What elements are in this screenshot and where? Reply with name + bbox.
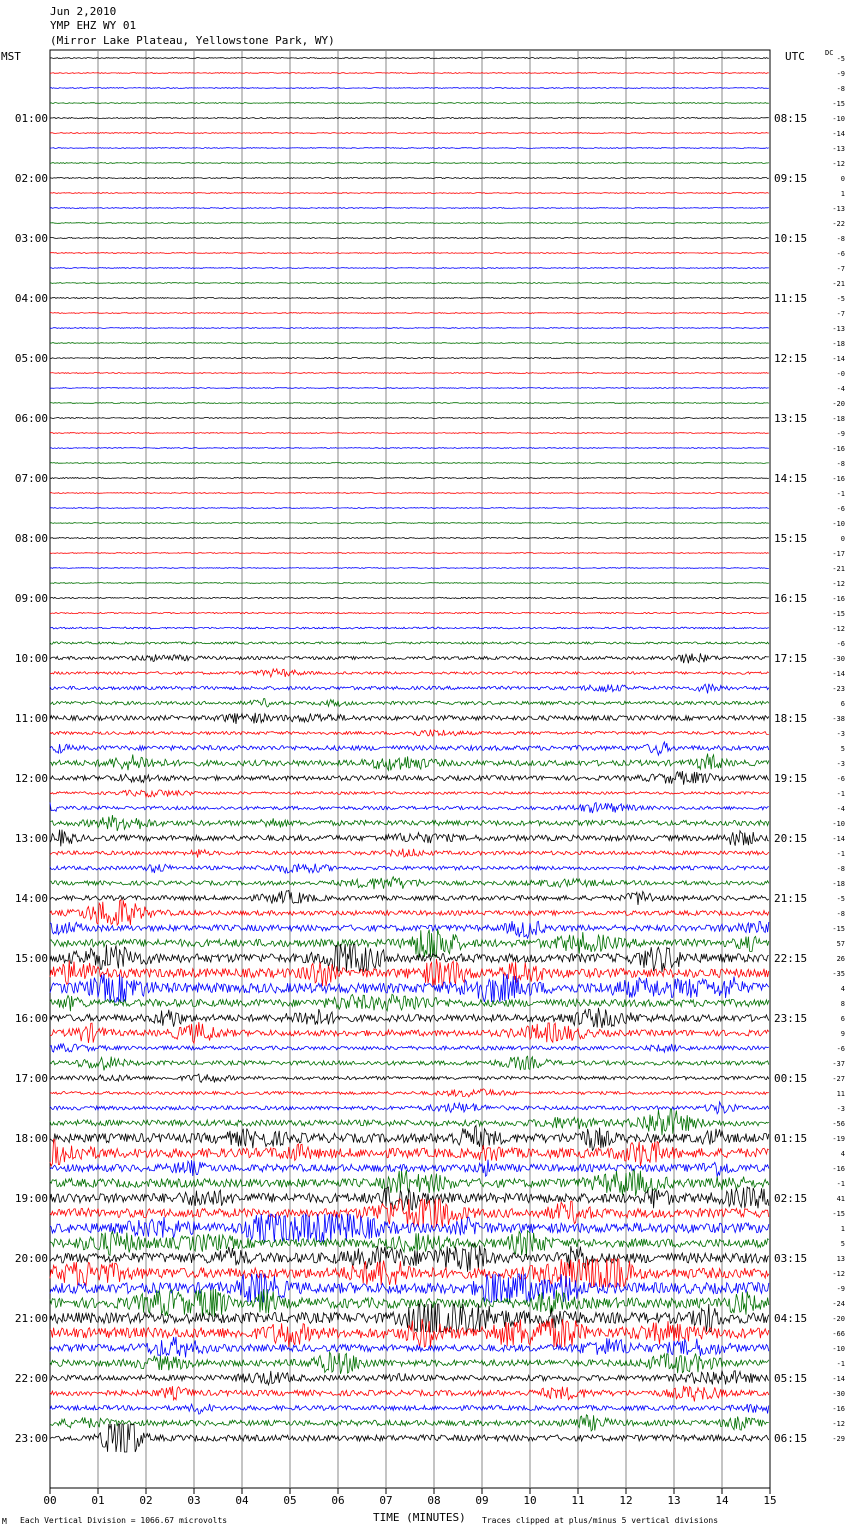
dc-offset-label: -19 — [832, 1135, 845, 1143]
mst-hour-label: 13:00 — [14, 832, 48, 845]
seismic-trace — [50, 283, 769, 284]
utc-hour-label: 16:15 — [774, 592, 808, 605]
utc-hour-label: 00:15 — [774, 1072, 808, 1085]
dc-offset-label: -30 — [832, 1390, 845, 1398]
dc-offset-label: -12 — [832, 625, 845, 633]
seismic-trace — [50, 538, 769, 539]
dc-offset-label: -15 — [832, 610, 845, 618]
dc-offset-label: -5 — [836, 55, 845, 63]
dc-offset-label: -1 — [836, 850, 845, 858]
seismic-trace — [50, 148, 769, 149]
header-station: YMP EHZ WY 01 — [50, 19, 137, 32]
seismic-trace — [50, 815, 769, 831]
utc-hour-label: 08:15 — [774, 112, 808, 125]
dc-offset-label: -18 — [832, 415, 845, 423]
seismic-trace — [50, 1044, 769, 1053]
seismic-trace — [50, 642, 769, 644]
x-tick-label: 00 — [43, 1494, 57, 1507]
dc-offset-label: -15 — [832, 100, 845, 108]
seismic-trace — [50, 1022, 769, 1043]
dc-offset-label: -3 — [836, 760, 845, 768]
mst-hour-label: 09:00 — [14, 592, 48, 605]
utc-hour-label: 01:15 — [774, 1132, 808, 1145]
mst-hour-label: 21:00 — [14, 1312, 48, 1325]
dc-offset-label: -15 — [832, 925, 845, 933]
seismic-trace — [50, 900, 769, 925]
seismic-trace — [50, 994, 769, 1011]
seismic-trace — [50, 921, 769, 938]
dc-offset-label: -10 — [832, 820, 845, 828]
dc-offset-label: -12 — [832, 1420, 845, 1428]
seismic-trace — [50, 1160, 769, 1177]
utc-hour-label: 20:15 — [774, 832, 808, 845]
dc-offset-label: -7 — [836, 310, 845, 318]
dc-offset-label: -1 — [836, 1360, 845, 1368]
dc-offset-label: -17 — [832, 550, 845, 558]
dc-offset-label: -6 — [836, 250, 845, 258]
mst-hour-label: 04:00 — [14, 292, 48, 305]
dc-offset-label: -14 — [832, 355, 845, 363]
seismic-trace — [50, 974, 769, 1002]
seismic-trace — [50, 653, 769, 663]
seismic-trace — [50, 1008, 769, 1028]
seismic-trace — [50, 253, 769, 254]
dc-offset-label: 5 — [840, 1240, 845, 1248]
x-tick-label: 02 — [139, 1494, 153, 1507]
mst-hour-label: 07:00 — [14, 472, 48, 485]
dc-offset-label: -6 — [836, 640, 845, 648]
footer-mark: M — [2, 1517, 7, 1526]
seismic-trace — [50, 877, 769, 890]
dc-offset-label: 4 — [840, 985, 845, 993]
dc-offset-label: 1 — [840, 190, 845, 198]
seismic-trace — [50, 771, 769, 785]
seismic-trace — [50, 1415, 769, 1431]
dc-offset-label: -18 — [832, 340, 845, 348]
dc-offset-label: -7 — [836, 265, 845, 273]
x-tick-label: 12 — [619, 1494, 633, 1507]
seismic-trace — [50, 583, 769, 584]
seismic-trace — [50, 790, 769, 797]
dc-offset-label: 1 — [840, 1225, 845, 1233]
seismic-trace — [50, 1125, 769, 1150]
seismic-trace — [50, 1102, 769, 1114]
mst-hour-label: 12:00 — [14, 772, 48, 785]
dc-offset-label: -9 — [836, 430, 845, 438]
dc-offset-label: 41 — [836, 1195, 845, 1203]
seismic-trace — [50, 1170, 769, 1197]
dc-offset-label: -13 — [832, 145, 845, 153]
seismic-trace — [50, 699, 769, 707]
seismic-trace — [50, 742, 769, 755]
seismic-trace — [50, 849, 769, 858]
seismic-trace — [50, 448, 769, 449]
seismic-trace — [50, 433, 769, 434]
dc-label: DC — [825, 49, 834, 57]
seismic-trace — [50, 133, 769, 134]
x-axis-label: TIME (MINUTES) — [373, 1511, 466, 1524]
dc-offset-label: -8 — [836, 865, 845, 873]
dc-offset-label: -14 — [832, 670, 845, 678]
utc-hour-label: 04:15 — [774, 1312, 808, 1325]
dc-offset-label: 5 — [840, 745, 845, 753]
header-date: Jun 2,2010 — [50, 5, 117, 18]
dc-offset-label: -56 — [832, 1120, 845, 1128]
seismic-trace — [50, 343, 769, 344]
seismic-trace — [50, 418, 769, 419]
dc-offset-label: -6 — [836, 775, 845, 783]
seismic-trace — [50, 754, 769, 771]
x-tick-label: 07 — [379, 1494, 393, 1507]
seismic-trace — [50, 929, 769, 957]
dc-offset-label: -14 — [832, 1375, 845, 1383]
seismic-trace — [50, 864, 769, 873]
dc-offset-label: -9 — [836, 1285, 845, 1293]
x-tick-label: 04 — [235, 1494, 249, 1507]
seismic-trace — [50, 1231, 769, 1257]
utc-hour-label: 09:15 — [774, 172, 808, 185]
x-tick-label: 01 — [91, 1494, 105, 1507]
dc-offset-label: -10 — [832, 520, 845, 528]
dc-offset-label: -12 — [832, 580, 845, 588]
dc-offset-label: -14 — [832, 835, 845, 843]
utc-hour-label: 18:15 — [774, 712, 808, 725]
dc-offset-label: -20 — [832, 1315, 845, 1323]
seismic-trace — [50, 373, 769, 374]
dc-offset-label: 6 — [840, 700, 845, 708]
dc-offset-label: -8 — [836, 85, 845, 93]
seismic-trace — [50, 328, 769, 329]
x-tick-label: 13 — [667, 1494, 681, 1507]
mst-hour-label: 11:00 — [14, 712, 48, 725]
seismic-trace — [50, 627, 769, 629]
dc-offset-label: -0 — [836, 370, 845, 378]
seismic-trace — [50, 463, 769, 464]
dc-offset-label: -3 — [836, 1105, 845, 1113]
seismic-trace — [50, 118, 769, 119]
mst-hour-label: 20:00 — [14, 1252, 48, 1265]
mst-hour-label: 17:00 — [14, 1072, 48, 1085]
dc-offset-label: -13 — [832, 205, 845, 213]
mst-hour-label: 18:00 — [14, 1132, 48, 1145]
seismic-trace — [50, 612, 769, 613]
dc-offset-label: -66 — [832, 1330, 845, 1338]
dc-offset-label: -16 — [832, 1405, 845, 1413]
dc-offset-label: 4 — [840, 1150, 845, 1158]
dc-offset-label: -35 — [832, 970, 845, 978]
utc-hour-label: 02:15 — [774, 1192, 808, 1205]
seismic-trace — [50, 1139, 769, 1166]
seismic-trace — [50, 568, 769, 569]
dc-offset-label: -13 — [832, 325, 845, 333]
dc-offset-label: 11 — [836, 1090, 845, 1098]
seismic-trace — [50, 1074, 769, 1082]
x-tick-label: 10 — [523, 1494, 537, 1507]
dc-offset-label: -8 — [836, 910, 845, 918]
seismic-trace — [50, 684, 769, 694]
seismic-trace — [50, 1424, 769, 1452]
dc-offset-label: 26 — [836, 955, 845, 963]
dc-offset-label: 0 — [840, 175, 845, 183]
seismic-trace — [50, 730, 769, 736]
seismic-trace — [50, 1109, 769, 1135]
clip-note: Traces clipped at plus/minus 5 vertical divisions — [482, 1516, 719, 1525]
x-tick-label: 05 — [283, 1494, 297, 1507]
mst-axis-label: MST — [1, 50, 21, 63]
dc-offset-label: -4 — [836, 385, 845, 393]
seismic-trace — [50, 208, 769, 209]
dc-offset-label: -20 — [832, 400, 845, 408]
dc-offset-label: -5 — [836, 295, 845, 303]
utc-hour-label: 11:15 — [774, 292, 808, 305]
seismic-trace — [50, 1056, 769, 1070]
seismic-trace — [50, 523, 769, 524]
mst-hour-label: 01:00 — [14, 112, 48, 125]
dc-offset-label: -37 — [832, 1060, 845, 1068]
seismic-trace — [50, 890, 769, 905]
dc-offset-label: -30 — [832, 655, 845, 663]
utc-hour-label: 03:15 — [774, 1252, 808, 1265]
utc-hour-label: 13:15 — [774, 412, 808, 425]
x-tick-label: 06 — [331, 1494, 345, 1507]
seismic-trace — [50, 1304, 769, 1332]
seismic-trace — [50, 478, 769, 479]
dc-offset-label: -4 — [836, 805, 845, 813]
dc-offset-label: -10 — [832, 1345, 845, 1353]
seismic-trace — [50, 358, 769, 359]
dc-offset-label: -1 — [836, 790, 845, 798]
utc-hour-label: 17:15 — [774, 652, 808, 665]
mst-hour-label: 10:00 — [14, 652, 48, 665]
dc-offset-label: -10 — [832, 115, 845, 123]
seismic-trace — [50, 1371, 769, 1385]
mst-hour-label: 03:00 — [14, 232, 48, 245]
x-tick-label: 09 — [475, 1494, 489, 1507]
seismic-trace — [50, 103, 769, 104]
x-tick-label: 03 — [187, 1494, 201, 1507]
seismic-trace — [50, 1404, 769, 1414]
dc-offset-label: -1 — [836, 1180, 845, 1188]
seismic-trace — [50, 1214, 769, 1242]
dc-offset-label: -16 — [832, 445, 845, 453]
dc-offset-label: -18 — [832, 880, 845, 888]
utc-hour-label: 14:15 — [774, 472, 808, 485]
mst-hour-label: 19:00 — [14, 1192, 48, 1205]
utc-hour-label: 21:15 — [774, 892, 808, 905]
dc-offset-label: -29 — [832, 1435, 845, 1443]
utc-hour-label: 22:15 — [774, 952, 808, 965]
seismic-trace — [50, 1337, 769, 1358]
dc-offset-label: -14 — [832, 130, 845, 138]
utc-hour-label: 10:15 — [774, 232, 808, 245]
seismic-trace — [50, 669, 769, 677]
utc-hour-label: 05:15 — [774, 1372, 808, 1385]
utc-hour-label: 06:15 — [774, 1432, 808, 1445]
dc-offset-label: -16 — [832, 595, 845, 603]
dc-offset-label: -16 — [832, 1165, 845, 1173]
dc-offset-label: 57 — [836, 940, 845, 948]
dc-offset-label: -3 — [836, 730, 845, 738]
seismic-trace — [50, 493, 769, 494]
seismic-trace — [50, 944, 769, 972]
dc-offset-label: -6 — [836, 1045, 845, 1053]
dc-offset-label: -8 — [836, 235, 845, 243]
seismic-trace — [50, 313, 769, 314]
seismic-trace — [50, 830, 769, 847]
seismic-trace — [50, 597, 769, 598]
dc-offset-label: -21 — [832, 280, 845, 288]
utc-hour-label: 19:15 — [774, 772, 808, 785]
x-tick-label: 14 — [715, 1494, 729, 1507]
seismic-trace — [50, 88, 769, 89]
utc-axis-label: UTC — [785, 50, 805, 63]
seismic-trace — [50, 238, 769, 239]
dc-offset-label: -21 — [832, 565, 845, 573]
seismic-trace — [50, 1386, 769, 1402]
dc-offset-label: -38 — [832, 715, 845, 723]
dc-offset-label: 0 — [840, 535, 845, 543]
mst-hour-label: 14:00 — [14, 892, 48, 905]
seismic-trace — [50, 223, 769, 224]
dc-offset-label: -24 — [832, 1300, 845, 1308]
seismic-trace — [50, 58, 769, 59]
seismic-trace — [50, 163, 769, 164]
utc-hour-label: 15:15 — [774, 532, 808, 545]
utc-hour-label: 23:15 — [774, 1012, 808, 1025]
seismic-trace — [50, 803, 769, 814]
dc-offset-label: -12 — [832, 1270, 845, 1278]
plot-frame — [50, 50, 770, 1488]
seismic-trace — [50, 508, 769, 509]
dc-offset-label: -1 — [836, 490, 845, 498]
seismic-trace — [50, 713, 769, 724]
seismic-trace — [50, 73, 769, 74]
dc-offset-label: -6 — [836, 505, 845, 513]
dc-offset-label: -9 — [836, 70, 845, 78]
x-tick-label: 15 — [763, 1494, 777, 1507]
seismic-trace — [50, 193, 769, 194]
dc-offset-label: -16 — [832, 475, 845, 483]
dc-offset-label: 13 — [836, 1255, 845, 1263]
seismic-trace — [50, 1089, 769, 1097]
mst-hour-label: 06:00 — [14, 412, 48, 425]
utc-hour-label: 12:15 — [774, 352, 808, 365]
seismic-trace — [50, 388, 769, 389]
dc-offset-label: -15 — [832, 1210, 845, 1218]
mst-hour-label: 15:00 — [14, 952, 48, 965]
seismic-trace — [50, 403, 769, 404]
seismic-trace — [50, 268, 769, 269]
dc-offset-label: -23 — [832, 685, 845, 693]
mst-hour-label: 08:00 — [14, 532, 48, 545]
scale-note: Each Vertical Division = 1066.67 microvolts — [20, 1516, 228, 1525]
dc-offset-label: -27 — [832, 1075, 845, 1083]
dc-offset-label: -12 — [832, 160, 845, 168]
seismic-trace — [50, 553, 769, 554]
dc-offset-label: 9 — [840, 1030, 845, 1038]
mst-hour-label: 23:00 — [14, 1432, 48, 1445]
header-location: (Mirror Lake Plateau, Yellowstone Park, WY) — [50, 34, 335, 47]
seismic-trace — [50, 298, 769, 299]
mst-hour-label: 16:00 — [14, 1012, 48, 1025]
x-tick-label: 11 — [571, 1494, 585, 1507]
dc-offset-label: 6 — [840, 1015, 845, 1023]
mst-hour-label: 05:00 — [14, 352, 48, 365]
dc-offset-label: -22 — [832, 220, 845, 228]
dc-offset-label: 8 — [840, 1000, 845, 1008]
mst-hour-label: 22:00 — [14, 1372, 48, 1385]
dc-offset-label: -5 — [836, 895, 845, 903]
mst-hour-label: 02:00 — [14, 172, 48, 185]
dc-offset-label: -8 — [836, 460, 845, 468]
x-tick-label: 08 — [427, 1494, 441, 1507]
seismic-trace — [50, 178, 769, 179]
